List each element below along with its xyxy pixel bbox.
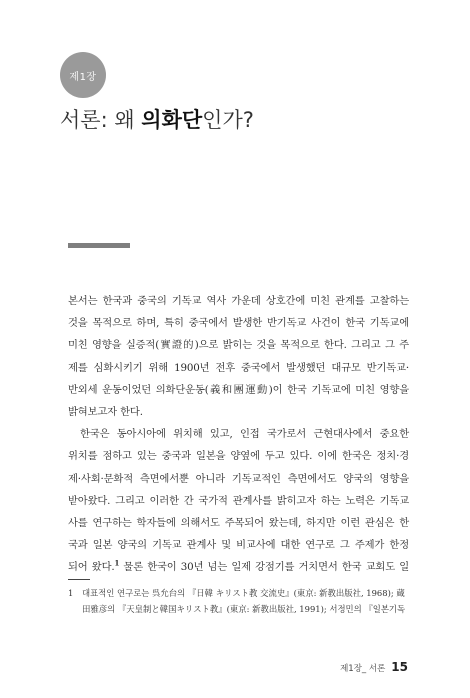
footnote-number: 1: [68, 588, 74, 598]
body-line: 본서는 한국과 중국의 기독교 역사 가운데 상호간에 미친 관계를 고찰하는: [68, 295, 409, 307]
body-line: [68, 556, 409, 578]
chapter-badge-label: 제1장: [69, 71, 97, 83]
chapter-badge: [60, 52, 106, 98]
body-line: 사를 연구하는 학자들에 의해서도 주목되어 왔는데, 하지만 이런 관심은 한: [68, 517, 409, 530]
footnote: [68, 585, 409, 617]
running-head: 제1장_ 서론: [340, 664, 386, 674]
body-text: [68, 290, 409, 579]
body-line: 미친 영향을 실증적(實證的)으로 밝히는 것을 목적으로 한다. 그리고 그 주: [68, 339, 409, 352]
chapter-title: [60, 104, 420, 134]
page-number: 15: [391, 660, 408, 674]
body-line: 한국은 동아시아에 위치해 있고, 인접 국가로서 근현대사에서 중요한: [80, 428, 409, 441]
footnote-row: [68, 585, 409, 617]
page-footer: [340, 660, 408, 674]
body-line: 것을 목적으로 하며, 특히 중국에서 발생한 반기독교 사건이 한국 기독교에: [68, 317, 409, 330]
footnote-body: [82, 585, 405, 617]
body-line: 국과 일본 양국의 기독교 관계사 및 비교사에 대한 연구로 그 주제가 한정: [68, 539, 409, 552]
body-line: 제·사회·문화적 측면에서뿐 아니라 기독교적인 측면에서도 양국의 영향을: [68, 472, 409, 485]
body-line-text: 물론 한국이 30년 넘는 일제 강점기를 거치면서 한국 교회도 일: [119, 561, 410, 574]
body-line-text: 되어 왔다.: [68, 561, 115, 574]
body-line: 위치를 점하고 있는 중국과 일본을 양옆에 두고 있다. 이에 한국은 정치·경: [68, 450, 409, 463]
body-line: 반외세 운동이었던 의화단운동(義和團運動)이 한국 기독교에 미친 영향을: [68, 383, 409, 396]
body-line: 받아왔다. 그리고 이러한 간 국가적 관계사를 밝히고자 하는 노력은 기독교: [68, 494, 409, 507]
section-divider: [68, 243, 130, 248]
chapter-title-suffix: 인가?: [202, 108, 254, 132]
footnote-line: 田雅彦의 『天皇制と韓国キリスト教』(東京: 新教出版社, 1991); 서정민의 『일본기독: [82, 604, 406, 614]
footnote-divider: [68, 579, 90, 580]
body-line: 제를 심화시키기 위해 1900년 전후 중국에서 발생했던 대규모 반기독교·: [68, 361, 409, 374]
footnote-reference[interactable]: 1: [114, 559, 120, 569]
chapter-title-prefix: 서론: 왜: [60, 108, 142, 132]
chapter-title-emphasis: 의화단: [141, 108, 203, 132]
footnote-line: 대표적인 연구로는 呉允台의 『日韓 キリスト教 交流史』(東京: 新教出版社, 1968); 蔵: [82, 588, 405, 598]
body-line: 밝혀보고자 한다.: [68, 406, 143, 419]
